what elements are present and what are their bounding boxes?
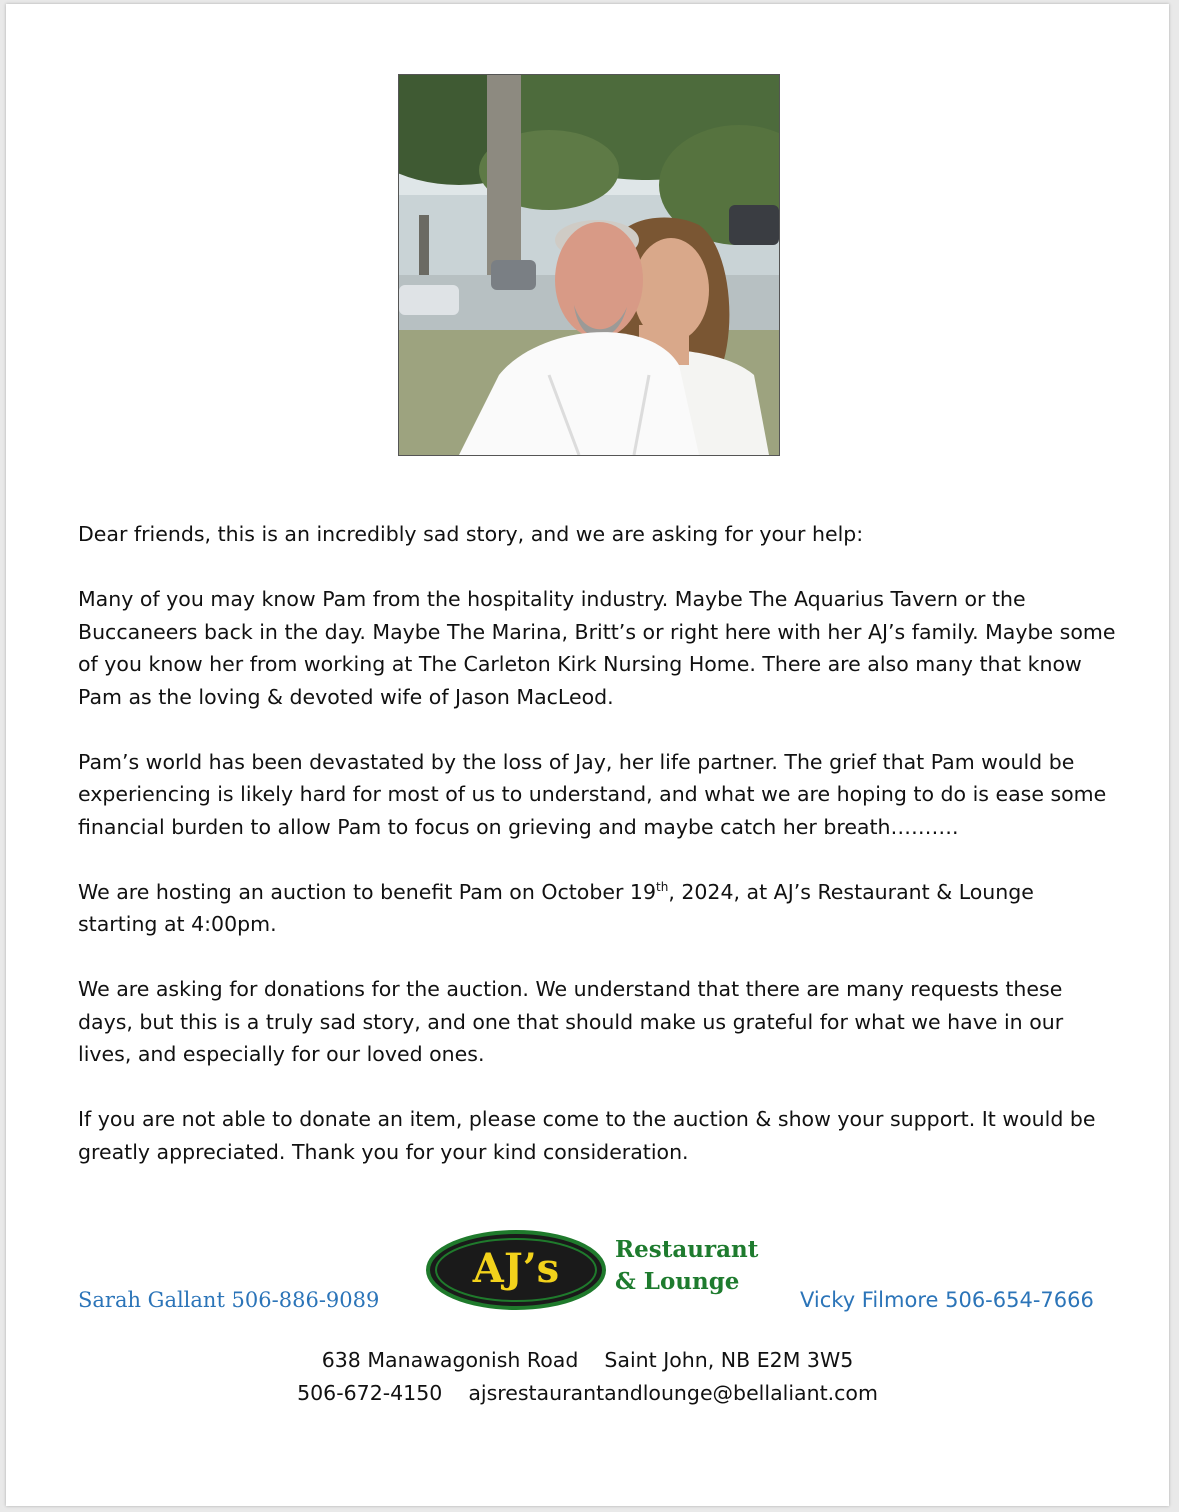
date-ordinal-suffix: th [656,879,669,894]
paragraph-support: If you are not able to donate an item, please come to the auction & show your support. It would be greatly appreciated. Thank you for your kind consideration. [78,1107,1096,1164]
contact-vicky: Vicky Filmore 506-654-7666 [800,1288,1094,1312]
couple-photo-icon [399,75,779,455]
address-block [6,1344,1169,1410]
restaurant-email[interactable]: ajsrestaurantandlounge@bellaliant.com [468,1381,878,1405]
letter-page [6,4,1169,1506]
paragraph-auction-date [78,876,1118,941]
city-address: Saint John, NB E2M 3W5 [604,1348,854,1372]
logo-line-lounge: & Lounge [615,1268,740,1295]
logo-wordmark [615,1234,758,1298]
logo-mark: AJ’s [472,1245,560,1292]
ajs-logo-icon [426,1230,606,1310]
paragraph-hospitality: Many of you may know Pam from the hospitality industry. Maybe The Aquarius Tavern or the Buccaneers back in the day. Maybe The Marina, Britt’s or right here with her AJ’s family. Maybe some of you know her from working at The Carleton Kirk Nursing Home. There are also many that know Pam as the loving & devoted wife of Jason MacLeod. [78,587,1116,709]
couple-photo [398,74,780,456]
address-line [6,1344,1169,1377]
auction-date-rest: , 2024, at AJ’s Restaurant & Lounge starting at 4:00pm. [78,879,1034,936]
letter-body [78,518,1118,1201]
auction-date-start: We are hosting an auction to benefit Pam on October 19 [78,879,656,904]
paragraph-grief: Pam’s world has been devastated by the loss of Jay, her life partner. The grief that Pam would be experiencing is likely hard for most of us to understand, and what we are hoping to do is ease some financial burden to allow Pam to focus on grieving and maybe catch her breath………. [78,749,1107,839]
street-address: 638 Manawagonish Road [321,1348,579,1372]
contact-sarah: Sarah Gallant 506-886-9089 [78,1288,380,1312]
greeting: Dear friends, this is an incredibly sad story, and we are asking for your help: [78,522,864,546]
paragraph-donations: We are asking for donations for the auction. We understand that there are many requests these days, but this is a truly sad story, and one that should make us grateful for what we have in our lives, and especially for our loved ones. [78,977,1064,1066]
contact-line [6,1377,1169,1410]
logo-line-restaurant: Restaurant [615,1236,759,1263]
restaurant-phone: 506-672-4150 [297,1381,443,1405]
